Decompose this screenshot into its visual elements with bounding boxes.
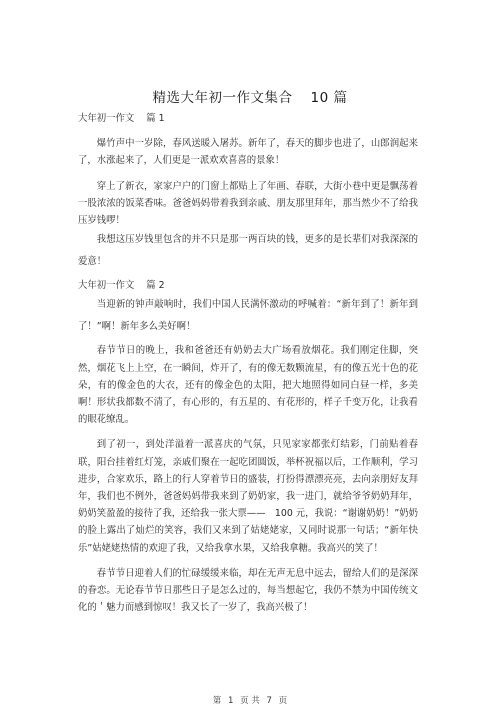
spacer (78, 127, 418, 135)
section-heading-number: 篇 2 (146, 280, 165, 292)
document-body (78, 110, 418, 616)
document-title (0, 86, 500, 106)
section-heading-text: 大年初一作文 (78, 113, 135, 124)
paragraph: 穿上了新衣，家家户户的门窗上都贴上了年画、春联，大街小巷中更是飘荡着一股浓浓的饭菜香味。爸爸妈妈带着我到亲戚、朋友那里拜年，那当然少不了给我压岁钱啰！ (78, 180, 418, 227)
footer-middle: 页 共 (240, 696, 260, 706)
footer-total-pages: 7 (266, 696, 272, 706)
spacer (78, 428, 418, 436)
section-heading-number: 篇 1 (146, 113, 165, 124)
spacer (78, 557, 418, 565)
footer-page-number: 1 (228, 696, 234, 706)
footer-prefix: 第 (212, 696, 222, 706)
paragraph: 到了初一，到处洋溢着一派喜庆的气氛，只见家家都张灯结彩，门前贴着春联，阳台挂着红灯笼，亲戚们聚在一起吃团圆饭，举杯祝福以后，工作顺利，学习进步，合家欢乐，路上的行人穿着节日的盛装，打扮得漂漂亮亮，去向亲朋好友拜年，我们也不例外，爸爸妈妈带我来到了奶奶家，我一进门，就给爷爷奶奶拜年，奶奶笑盈盈的接待了我，还给我一张大票—— 100 元，我说：“谢谢奶奶！”奶奶的脸上露出了灿烂的笑容，我们又来到了姑姥姥家，又同时说那一句话；“新年快乐”姑姥姥热情的欢迎了我，又给我拿水果，又给我拿糖。我高兴的笑了！ (78, 439, 418, 554)
title-count: 10 篇 (310, 90, 348, 106)
paragraph: 爆竹声中一岁除，春风送暖入屠苏。新年了，春天的脚步也进了，山郎润起来了，水涨起来了，人们更是一派欢欢喜喜的景象！ (78, 138, 418, 167)
page-footer (0, 694, 500, 706)
paragraph: 春节节日的晚上，我和爸爸还有奶奶去大广场看放烟花。我们刚定住脚，突然，烟花飞上上空，在一瞬间，炸开了，有的像无数颗流星，有的像五光十色的花朵，有的像金色的大衣，还有的像金色的太阳，把大地照得如同白昼一样，多美啊！形状我都数不清了，有心形的，有五星的、有花形的，样子千变万化，让我看的眼花缭乱。 (78, 345, 418, 426)
paragraph: 春节节日迎着人们的忙碌缓缓来临，却在无声无息中远去，留给人们的是深深的眷恋。无论春节节日那些日子是怎么过的，每当想起它，我仍不禁为中国传统文化的＇魅力而感到惊叹！我又长了一岁了，我高兴极了！ (78, 567, 418, 614)
spacer (78, 170, 418, 178)
paragraph: 我想这压岁钱里包含的并不只是那一两百块的钱，更多的是长辈们对我深深的爱意！ (78, 234, 418, 268)
section-heading-1 (78, 110, 418, 127)
paragraph: 当迎新的钟声敲响时，我们中国人民满怀激动的呼喊着：“新年到了！新年到了！”啊！新年多么美好啊！ (78, 299, 418, 333)
section-heading-text: 大年初一作文 (78, 280, 135, 292)
section-heading-2 (78, 277, 418, 294)
title-text: 精选大年初一作文集合 (152, 90, 293, 106)
footer-suffix: 页 (278, 696, 288, 706)
